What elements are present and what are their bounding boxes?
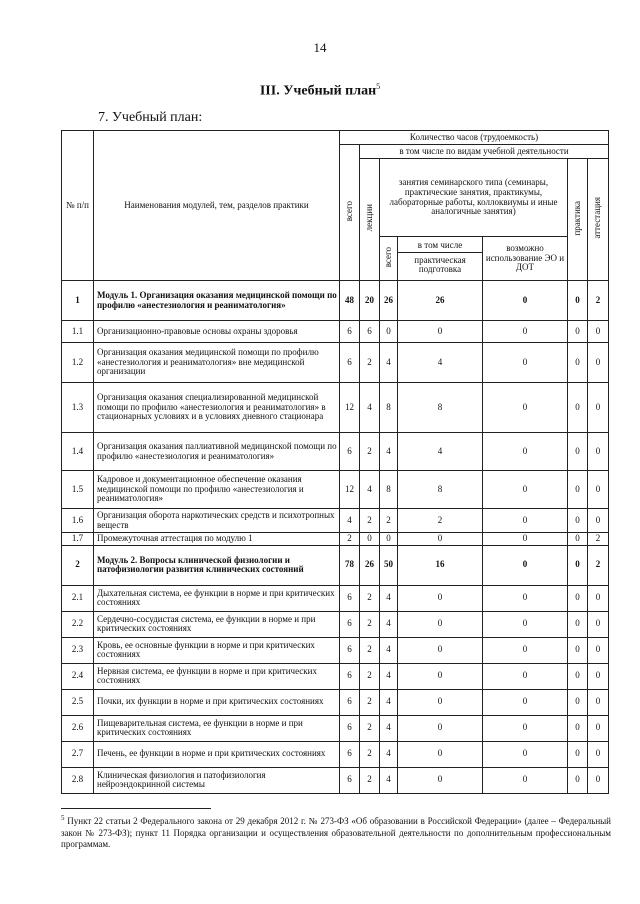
cell-attestation: 0 bbox=[588, 471, 609, 509]
cell-name: Модуль 1. Организация оказания медицинской помощи по профилю «анестезиология и реаниматология» bbox=[94, 281, 340, 321]
cell-name: Печень, ее функции в норме и при критических состояниях bbox=[94, 741, 340, 767]
table-row bbox=[62, 741, 609, 767]
cell-practical: 4 bbox=[398, 433, 483, 471]
cell-total: 6 bbox=[340, 689, 360, 715]
cell-practice: 0 bbox=[568, 509, 588, 533]
cell-name: Организация оказания медицинской помощи по профилю «анестезиология и реаниматология» вне медицинской организации bbox=[94, 343, 340, 383]
cell-practical: 0 bbox=[398, 767, 483, 793]
module-row bbox=[62, 545, 609, 585]
cell-lectures: 2 bbox=[360, 343, 380, 383]
header-practice-text: практика bbox=[571, 200, 582, 236]
header-by-type: в том числе по видам учебной деятельности bbox=[360, 145, 609, 159]
cell-attestation: 0 bbox=[588, 321, 609, 343]
cell-num: 1.4 bbox=[62, 433, 94, 471]
cell-practical: 16 bbox=[398, 545, 483, 585]
header-total bbox=[340, 145, 360, 281]
cell-num: 2.1 bbox=[62, 585, 94, 611]
table-row bbox=[62, 343, 609, 383]
cell-attestation: 0 bbox=[588, 509, 609, 533]
cell-lectures: 2 bbox=[360, 509, 380, 533]
section-title bbox=[0, 82, 640, 100]
module-row bbox=[62, 281, 609, 321]
cell-total: 6 bbox=[340, 767, 360, 793]
cell-lectures: 4 bbox=[360, 471, 380, 509]
cell-attestation: 0 bbox=[588, 343, 609, 383]
cell-sem-total: 4 bbox=[380, 637, 398, 663]
cell-practical: 0 bbox=[398, 611, 483, 637]
cell-lectures: 20 bbox=[360, 281, 380, 321]
cell-sem-total: 4 bbox=[380, 715, 398, 741]
cell-eo: 0 bbox=[483, 637, 568, 663]
cell-name: Промежуточная аттестация по модулю 1 bbox=[94, 533, 340, 546]
cell-eo: 0 bbox=[483, 663, 568, 689]
cell-eo: 0 bbox=[483, 545, 568, 585]
cell-practice: 0 bbox=[568, 533, 588, 546]
cell-total: 78 bbox=[340, 545, 360, 585]
cell-sem-total: 4 bbox=[380, 343, 398, 383]
cell-sem-total: 0 bbox=[380, 321, 398, 343]
cell-attestation: 0 bbox=[588, 433, 609, 471]
cell-name: Почки, их функции в норме и при критических состояниях bbox=[94, 689, 340, 715]
cell-eo: 0 bbox=[483, 533, 568, 546]
curriculum-table bbox=[61, 130, 609, 794]
table-header bbox=[62, 131, 609, 281]
cell-eo: 0 bbox=[483, 715, 568, 741]
table-row bbox=[62, 689, 609, 715]
cell-num: 2.4 bbox=[62, 663, 94, 689]
cell-lectures: 2 bbox=[360, 767, 380, 793]
footnote bbox=[61, 814, 611, 851]
cell-total: 6 bbox=[340, 663, 360, 689]
cell-sem-total: 4 bbox=[380, 741, 398, 767]
table-row bbox=[62, 321, 609, 343]
header-name: Наименования модулей, тем, разделов практики bbox=[94, 131, 340, 281]
cell-practice: 0 bbox=[568, 281, 588, 321]
cell-num: 1.3 bbox=[62, 383, 94, 433]
cell-practical: 8 bbox=[398, 383, 483, 433]
cell-num: 1.5 bbox=[62, 471, 94, 509]
cell-lectures: 2 bbox=[360, 689, 380, 715]
header-num: № п/п bbox=[62, 131, 94, 281]
footnote-rule bbox=[61, 808, 211, 809]
header-hours-group: Количество часов (трудоемкость) bbox=[340, 131, 609, 145]
cell-sem-total: 4 bbox=[380, 611, 398, 637]
cell-practical: 26 bbox=[398, 281, 483, 321]
cell-sem-total: 50 bbox=[380, 545, 398, 585]
cell-lectures: 0 bbox=[360, 533, 380, 546]
cell-attestation: 0 bbox=[588, 585, 609, 611]
cell-sem-total: 4 bbox=[380, 433, 398, 471]
cell-practice: 0 bbox=[568, 689, 588, 715]
cell-name: Сердечно-сосудистая система, ее функции в норме и при критических состояниях bbox=[94, 611, 340, 637]
cell-practice: 0 bbox=[568, 741, 588, 767]
cell-eo: 0 bbox=[483, 509, 568, 533]
cell-lectures: 2 bbox=[360, 611, 380, 637]
footnote-mark: 5 bbox=[61, 814, 65, 822]
table-row bbox=[62, 585, 609, 611]
cell-name: Организационно-правовые основы охраны здоровья bbox=[94, 321, 340, 343]
cell-num: 2.3 bbox=[62, 637, 94, 663]
cell-sem-total: 8 bbox=[380, 471, 398, 509]
table-row bbox=[62, 637, 609, 663]
cell-attestation: 2 bbox=[588, 281, 609, 321]
cell-lectures: 2 bbox=[360, 637, 380, 663]
header-lectures bbox=[360, 159, 380, 281]
cell-eo: 0 bbox=[483, 767, 568, 793]
cell-sem-total: 0 bbox=[380, 533, 398, 546]
cell-lectures: 26 bbox=[360, 545, 380, 585]
cell-total: 48 bbox=[340, 281, 360, 321]
cell-attestation: 0 bbox=[588, 611, 609, 637]
cell-num: 2.6 bbox=[62, 715, 94, 741]
table-row bbox=[62, 715, 609, 741]
cell-total: 2 bbox=[340, 533, 360, 546]
table-row bbox=[62, 611, 609, 637]
cell-name: Модуль 2. Вопросы клинической физиологии и патофизиологии развития клинических состояний bbox=[94, 545, 340, 585]
cell-total: 6 bbox=[340, 321, 360, 343]
cell-name: Клиническая физиология и патофизиология нейроэндокринной системы bbox=[94, 767, 340, 793]
cell-lectures: 2 bbox=[360, 585, 380, 611]
cell-practice: 0 bbox=[568, 611, 588, 637]
header-practical-training: практическая подготовка bbox=[414, 254, 466, 275]
cell-num: 1.1 bbox=[62, 321, 94, 343]
cell-eo: 0 bbox=[483, 383, 568, 433]
cell-num: 2 bbox=[62, 545, 94, 585]
cell-practice: 0 bbox=[568, 545, 588, 585]
cell-sem-total: 4 bbox=[380, 689, 398, 715]
cell-practice: 0 bbox=[568, 637, 588, 663]
cell-sem-total: 4 bbox=[380, 663, 398, 689]
cell-eo: 0 bbox=[483, 343, 568, 383]
header-practical-group bbox=[398, 237, 483, 281]
header-attestation-text: аттестация bbox=[592, 197, 603, 239]
section-title-text: III. Учебный план bbox=[259, 83, 377, 99]
cell-total: 6 bbox=[340, 611, 360, 637]
subsection-title: 7. Учебный план: bbox=[98, 110, 203, 125]
cell-lectures: 2 bbox=[360, 715, 380, 741]
page-number: 14 bbox=[313, 40, 327, 55]
cell-name: Организация оборота наркотических средств и психотропных веществ bbox=[94, 509, 340, 533]
table-row bbox=[62, 767, 609, 793]
table-row bbox=[62, 383, 609, 433]
cell-lectures: 4 bbox=[360, 383, 380, 433]
cell-total: 12 bbox=[340, 383, 360, 433]
cell-lectures: 2 bbox=[360, 663, 380, 689]
cell-lectures: 6 bbox=[360, 321, 380, 343]
cell-eo: 0 bbox=[483, 321, 568, 343]
table-row bbox=[62, 533, 609, 546]
header-lectures-text: лекции bbox=[363, 204, 374, 232]
cell-eo: 0 bbox=[483, 741, 568, 767]
cell-lectures: 2 bbox=[360, 741, 380, 767]
header-eo-dot: возможно использование ЭО и ДОТ bbox=[483, 237, 568, 281]
cell-practice: 0 bbox=[568, 471, 588, 509]
cell-total: 6 bbox=[340, 585, 360, 611]
cell-practical: 0 bbox=[398, 715, 483, 741]
table-row bbox=[62, 433, 609, 471]
cell-sem-total: 26 bbox=[380, 281, 398, 321]
footnote-reference: 5 bbox=[376, 82, 381, 91]
table-body bbox=[62, 281, 609, 794]
cell-attestation: 0 bbox=[588, 715, 609, 741]
cell-practice: 0 bbox=[568, 585, 588, 611]
cell-attestation: 2 bbox=[588, 533, 609, 546]
cell-lectures: 2 bbox=[360, 433, 380, 471]
cell-name: Организация оказания паллиативной медицинской помощи по профилю «анестезиология и реаниматология» bbox=[94, 433, 340, 471]
cell-total: 12 bbox=[340, 471, 360, 509]
cell-practical: 0 bbox=[398, 321, 483, 343]
cell-practical: 4 bbox=[398, 343, 483, 383]
cell-eo: 0 bbox=[483, 471, 568, 509]
cell-eo: 0 bbox=[483, 585, 568, 611]
cell-practice: 0 bbox=[568, 767, 588, 793]
cell-practical: 0 bbox=[398, 689, 483, 715]
header-including: в том числе bbox=[398, 241, 482, 253]
header-seminar: занятия семинарского типа (семинары, практические занятия, практикумы, лабораторные работы, коллоквиумы и иные аналогичные занятия) bbox=[380, 159, 568, 237]
cell-num: 2.8 bbox=[62, 767, 94, 793]
cell-practical: 0 bbox=[398, 585, 483, 611]
cell-name: Нервная система, ее функции в норме и при критических состояниях bbox=[94, 663, 340, 689]
table-row bbox=[62, 471, 609, 509]
cell-practical: 0 bbox=[398, 663, 483, 689]
cell-total: 6 bbox=[340, 637, 360, 663]
cell-practical: 0 bbox=[398, 741, 483, 767]
cell-practical: 0 bbox=[398, 533, 483, 546]
cell-attestation: 0 bbox=[588, 383, 609, 433]
cell-practice: 0 bbox=[568, 321, 588, 343]
table-row bbox=[62, 663, 609, 689]
cell-total: 6 bbox=[340, 741, 360, 767]
cell-num: 2.7 bbox=[62, 741, 94, 767]
cell-num: 1 bbox=[62, 281, 94, 321]
cell-practice: 0 bbox=[568, 715, 588, 741]
cell-practice: 0 bbox=[568, 343, 588, 383]
header-attestation bbox=[588, 159, 609, 281]
cell-num: 1.2 bbox=[62, 343, 94, 383]
cell-num: 2.5 bbox=[62, 689, 94, 715]
footnote-text: Пункт 22 статьи 2 Федерального закона от 29 декабря 2012 г. № 273-ФЗ «Об образовании в Российской Федерации» (далее – Федеральный закон № 273-ФЗ); пункт 11 Порядка организации и осуществления образовательной деятельности по дополнительным профессиональным программам. bbox=[61, 816, 611, 850]
cell-name: Организация оказания специализированной медицинской помощи по профилю «анестезиология и реаниматология» в стационарных условиях и в условиях дневного стационара bbox=[94, 383, 340, 433]
cell-sem-total: 4 bbox=[380, 767, 398, 793]
cell-eo: 0 bbox=[483, 281, 568, 321]
cell-num: 1.6 bbox=[62, 509, 94, 533]
cell-attestation: 0 bbox=[588, 767, 609, 793]
cell-total: 6 bbox=[340, 433, 360, 471]
header-practice bbox=[568, 159, 588, 281]
cell-practical: 8 bbox=[398, 471, 483, 509]
cell-sem-total: 8 bbox=[380, 383, 398, 433]
cell-attestation: 0 bbox=[588, 663, 609, 689]
cell-practical: 0 bbox=[398, 637, 483, 663]
cell-name: Кровь, ее основные функции в норме и при критических состояниях bbox=[94, 637, 340, 663]
cell-practice: 0 bbox=[568, 433, 588, 471]
cell-name: Кадровое и документационное обеспечение оказания медицинской помощи по профилю «анестезиология и реаниматология» bbox=[94, 471, 340, 509]
header-total-text: всего bbox=[343, 200, 354, 222]
header-seminar-total-text: всего bbox=[382, 246, 393, 268]
cell-sem-total: 4 bbox=[380, 585, 398, 611]
cell-num: 1.7 bbox=[62, 533, 94, 546]
cell-eo: 0 bbox=[483, 611, 568, 637]
cell-name: Дыхательная система, ее функции в норме и при критических состояниях bbox=[94, 585, 340, 611]
cell-total: 6 bbox=[340, 343, 360, 383]
header-seminar-total bbox=[380, 237, 398, 281]
cell-attestation: 0 bbox=[588, 637, 609, 663]
cell-practice: 0 bbox=[568, 383, 588, 433]
cell-eo: 0 bbox=[483, 433, 568, 471]
cell-attestation: 2 bbox=[588, 545, 609, 585]
cell-practical: 2 bbox=[398, 509, 483, 533]
cell-eo: 0 bbox=[483, 689, 568, 715]
cell-attestation: 0 bbox=[588, 689, 609, 715]
table-row bbox=[62, 509, 609, 533]
cell-practice: 0 bbox=[568, 663, 588, 689]
cell-num: 2.2 bbox=[62, 611, 94, 637]
cell-total: 4 bbox=[340, 509, 360, 533]
cell-total: 6 bbox=[340, 715, 360, 741]
cell-name: Пищеварительная система, ее функции в норме и при критических состояниях bbox=[94, 715, 340, 741]
cell-attestation: 0 bbox=[588, 741, 609, 767]
cell-sem-total: 2 bbox=[380, 509, 398, 533]
